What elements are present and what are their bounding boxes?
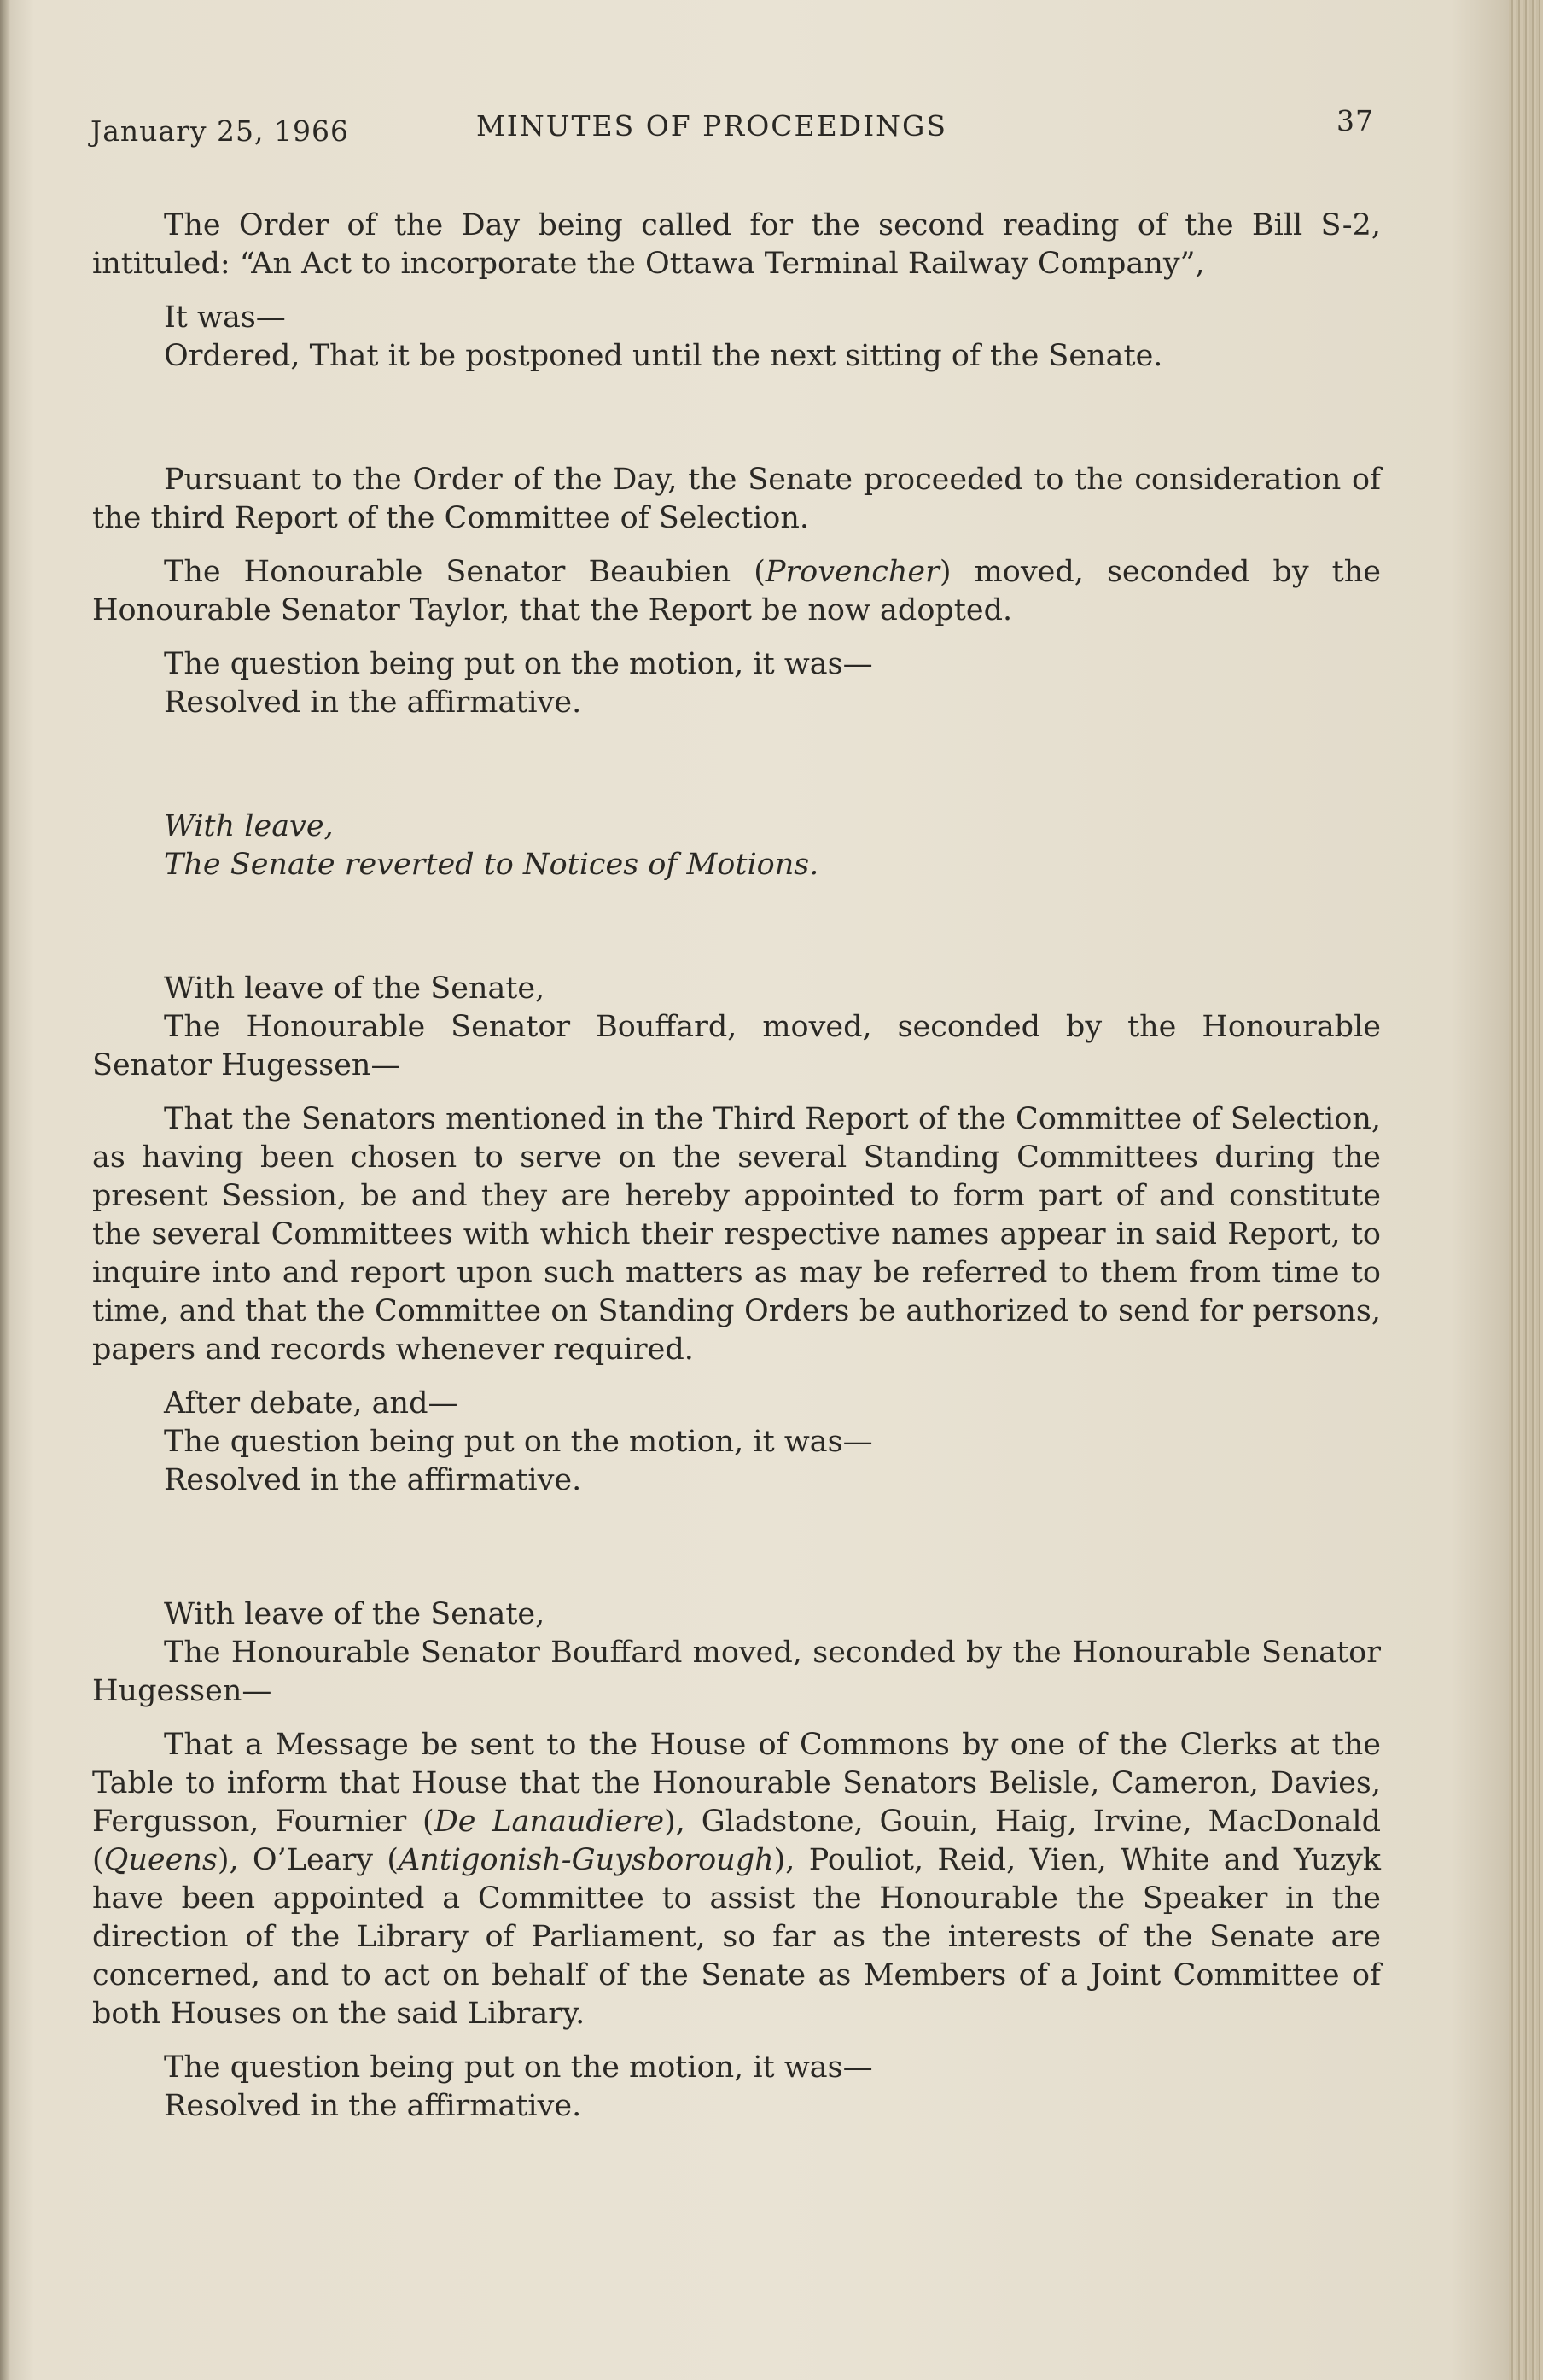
italic-constituency: Provencher: [765, 555, 940, 589]
text-line: Ordered, That it be postponed until the next sitting of the Senate.: [164, 339, 1163, 373]
section-bill-s2: [92, 207, 1381, 376]
paragraph: That the Senators mentioned in the Third Report of the Committee of Selection, as having been chosen to serve on the several Standing Committees during the present Session, be and they are hereby appointed to form part of and constitute the several Committees with which their respective names appear in said Report, to inquire into and report upon such matters as may be referred to them from time to time, and that the Committee on Standing Orders be authorized to send for persons, papers and records whenever required.: [92, 1102, 1381, 1367]
paragraph: The Honourable Senator Beaubien (Provencher) moved, seconded by the Honourable Senator Taylor, that the Report be now adopted.: [92, 555, 1382, 627]
section-standing-committees: [92, 970, 1381, 1500]
text-line: The question being put on the motion, it was—: [164, 2050, 873, 2085]
italic-constituency: Antigonish-Guysborough: [399, 1843, 774, 1877]
text-line: Resolved in the affirmative.: [164, 1463, 582, 1497]
binding-shadow: [0, 0, 10, 2380]
section-notices: [92, 808, 1381, 884]
page-edges: [1509, 0, 1543, 2380]
text-line: It was—: [164, 300, 286, 335]
italic-constituency: Queens: [103, 1843, 218, 1877]
italic-constituency: De Lanaudiere: [434, 1805, 665, 1839]
text-line: After debate, and—: [164, 1386, 458, 1420]
text-line: Resolved in the affirmative.: [164, 685, 582, 720]
paragraph: The Order of the Day being called for the second reading of the Bill S-2, intituled: “An Act to incorporate the Ottawa Terminal Railway Company”,: [92, 208, 1381, 281]
paragraph: Pursuant to the Order of the Day, the Senate proceeded to the consideration of the third Report of the Committee of Selection.: [92, 463, 1381, 535]
section-committee-report: [92, 461, 1381, 722]
section-library-committee: [92, 1595, 1381, 2126]
header-title: MINUTES OF PROCEEDINGS: [476, 109, 948, 143]
paragraph: The Honourable Senator Bouffard, moved, seconded by the Honourable Senator Hugessen—: [92, 1010, 1381, 1082]
paragraph: That a Message be sent to the House of Commons by one of the Clerks at the Table to inform that House that the Honourable Senators Belisle, Cameron, Davies, Fergusson, Fournier (De Lanaudiere), Gladstone, Gouin, Haig, Irvine, MacDonald (Queens), O’Leary (Antigonish-Guysborough), Pouliot, Reid, Vien, White and Yuzyk have been appointed a Committee to assist the Honourable the Speaker in the direction of the Library of Parliament, so far as the interests of the Senate are concerned, and to act on behalf of the Senate as Members of a Joint Committee of both Houses on the said Library.: [92, 1728, 1381, 2031]
text-line-italic: With leave,: [164, 809, 334, 843]
text-line: With leave of the Senate,: [164, 1597, 545, 1631]
text-line: The question being put on the motion, it was—: [164, 1425, 873, 1459]
text-line: Resolved in the affirmative.: [164, 2089, 582, 2123]
header-date: January 25, 1966: [90, 114, 349, 148]
paragraph: The Honourable Senator Bouffard moved, seconded by the Honourable Senator Hugessen—: [92, 1636, 1381, 1708]
text-line-italic: The Senate reverted to Notices of Motions.: [164, 848, 819, 882]
page-number: 37: [1336, 104, 1374, 137]
running-header: [90, 104, 1374, 160]
page-body: [92, 207, 1381, 2126]
text-line: The question being put on the motion, it was—: [164, 647, 873, 681]
text-line: With leave of the Senate,: [164, 971, 545, 1006]
